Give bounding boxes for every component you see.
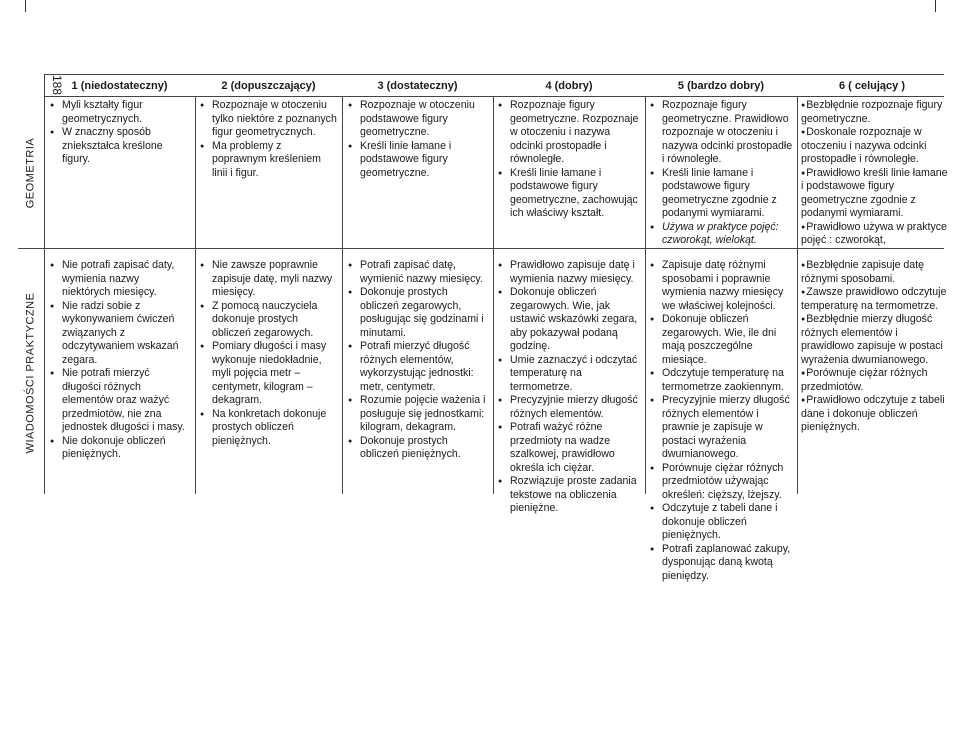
criterion-item: ● Rozpoznaje figury geometryczne. Prawidłowo rozpoznaje w otoczeniu i nazywa odcinki prostopadłe i równoległe. <box>650 99 794 167</box>
criterion-item: ● Precyzyjnie mierzy długość różnych elementów i prawnie je zapisuje w postaci wyrażenia dwumianowego. <box>650 394 794 462</box>
table-line-section <box>18 248 944 249</box>
criterion-item: ● Prawidłowo zapisuje datę i wymienia nazwy miesięcy. <box>498 259 641 286</box>
section-label: WIADOMOŚCI PRAKTYCZNE <box>24 292 36 454</box>
column-divider <box>195 96 196 494</box>
criterion-item: ●Doskonale rozpoznaje w otoczeniu i nazywa odcinki prostopadłe i równoległe. <box>801 126 927 165</box>
table-line-left <box>44 74 45 494</box>
grade-6-criteria <box>801 99 949 248</box>
criterion-item: ● Rozwiązuje proste zadania tekstowe na obliczenia pieniężne. <box>498 475 641 516</box>
column-divider <box>493 96 494 494</box>
criterion-item: ●Bezbłędnie mierzy długość różnych elementów i prawidłowo zapisuje w postaci wyrażenia dwumianowego. <box>801 313 943 366</box>
grade-5-criteria <box>650 259 794 583</box>
criterion-item: ● Nie zawsze poprawnie zapisuje datę, myli nazwy miesięcy. <box>200 259 338 300</box>
criterion-item: ●Prawidłowo odczytuje z tabeli dane i dokonuje obliczeń pieniężnych. <box>801 394 945 433</box>
column-header: 4 (dobry) <box>545 80 593 92</box>
bullet-icon: ● <box>801 316 806 323</box>
bullet-icon: ● <box>801 129 806 136</box>
grade-1-criteria <box>50 99 190 167</box>
table-line-top <box>44 74 944 75</box>
criterion-item: ● Używa w praktyce pojęć: czworokąt, wielokąt. <box>650 221 794 248</box>
criterion-item: ● Nie radzi sobie z wykonywaniem ćwiczeń związanych z odczytywaniem wskazań zegara. <box>50 300 190 368</box>
criterion-item: ● Nie potrafi mierzyć długości różnych elementów oraz ważyć przedmiotów, nie zna jednostek długości i masy. <box>50 367 190 435</box>
criterion-item: ● Rozpoznaje figury geometryczne. Rozpoznaje w otoczeniu i nazywa odcinki prostopadłe i równoległe. <box>498 99 641 167</box>
criterion-item: ● Ma problemy z poprawnym kreśleniem linii i figur. <box>200 140 338 181</box>
criterion-item: ● Z pomocą nauczyciela dokonuje prostych obliczeń zegarowych. <box>200 300 338 341</box>
criterion-item: ●Prawidłowo kreśli linie łamane i podstawowe figury geometryczne zgodnie z podanymi wymiarami. <box>801 166 948 219</box>
bullet-icon: ● <box>801 289 806 296</box>
bullet-icon: ● <box>801 262 806 269</box>
page-number: 188 <box>50 74 64 96</box>
column-header: 3 (dostateczny) <box>377 80 458 92</box>
column-header: 1 (niedostateczny) <box>71 80 168 92</box>
bullet-icon: ● <box>801 223 806 231</box>
column-header: 5 (bardzo dobry) <box>677 80 765 92</box>
grade-3-criteria <box>348 259 489 462</box>
criterion-item: ● Potrafi ważyć różne przedmioty na wadze szalkowej, prawidłowo określa ich ciężar. <box>498 421 641 475</box>
criterion-item: ● Nie dokonuje obliczeń pieniężnych. <box>50 435 190 462</box>
criterion-item: ● Nie potrafi zapisać daty, wymienia nazwy niektórych miesięcy. <box>50 259 190 300</box>
criterion-item: ● Potrafi zaplanować zakupy, dysponując daną kwotą pieniędzy. <box>650 543 794 584</box>
grade-4-criteria <box>498 99 641 221</box>
criterion-item: ●Bezbłędnie zapisuje datę różnymi sposobami. <box>801 259 925 285</box>
criterion-item: ● Odczytuje temperaturę na termometrze zaokiennym. <box>650 367 794 394</box>
criterion-item: ● Rozpoznaje w otoczeniu podstawowe figury geometryczne. <box>348 99 489 140</box>
bullet-icon: ● <box>801 370 806 377</box>
criterion-item: ● Dokonuje obliczeń zegarowych. Wie, ile dni mają poszczególne miesiące. <box>650 313 794 367</box>
column-header: 6 ( celujący ) <box>838 80 906 92</box>
column-divider <box>342 96 343 494</box>
criterion-item: ● Kreśli linie łamane i podstawowe figury geometryczne zgodnie z podanymi wymiarami. <box>650 167 794 221</box>
criterion-item: ●Zawsze prawidłowo odczytuje temperaturę na termometrze. <box>801 286 947 312</box>
grade-2-criteria <box>200 99 338 180</box>
criterion-item: ●Bezbłędnie rozpoznaje figury geometryczne. <box>801 99 943 125</box>
criterion-item: ●Porównuje ciężar różnych przedmiotów. <box>801 367 928 393</box>
criterion-item: ● Dokonuje obliczeń zegarowych. Wie, jak ustawić wskazówki zegara, aby pokazywał podaną godzinę. <box>498 286 641 354</box>
grade-4-criteria <box>498 259 641 516</box>
criterion-item: ● Na konkretach dokonuje prostych obliczeń pieniężnych. <box>200 408 338 449</box>
criterion-item: ● W znaczny sposób zniekształca kreślone figury. <box>50 126 190 167</box>
criterion-item: ● Rozpoznaje w otoczeniu tylko niektóre z poznanych figur geometrycznych. <box>200 99 338 140</box>
criterion-item: ● Myli kształty figur geometrycznych. <box>50 99 190 126</box>
criterion-item: ● Dokonuje prostych obliczeń zegarowych, posługując się godzinami i minutami. <box>348 286 489 340</box>
table-line-header <box>44 96 944 97</box>
grade-6-criteria <box>801 259 949 435</box>
bullet-icon: ● <box>801 397 806 404</box>
grade-5-criteria <box>650 99 794 248</box>
criterion-item: ● Porównuje ciężar różnych przedmiotów używając określeń: cięższy, lżejszy. <box>650 462 794 503</box>
criterion-item: ●Prawidłowo używa w praktyce pojęć : czworokąt, <box>801 220 947 246</box>
grade-1-criteria <box>50 259 190 462</box>
criterion-item: ● Rozumie pojęcie ważenia i posługuje się jednostkami: kilogram, dekagram. <box>348 394 489 435</box>
criterion-item: ● Potrafi zapisać datę, wymienić nazwy miesięcy. <box>348 259 489 286</box>
column-divider <box>797 96 798 494</box>
bullet-icon: ● <box>801 102 806 109</box>
criterion-item: ● Odczytuje z tabeli dane i dokonuje obliczeń pieniężnych. <box>650 502 794 543</box>
grade-3-criteria <box>348 99 489 180</box>
criterion-item: ● Pomiary długości i masy wykonuje niedokładnie, myli pojęcia metr – centymetr, kilogram – dekagram. <box>200 340 338 408</box>
criterion-item: ● Dokonuje prostych obliczeń pieniężnych. <box>348 435 489 462</box>
criterion-item: ● Kreśli linie łamane i podstawowe figury geometryczne. <box>348 140 489 181</box>
column-header: 2 (dopuszczający) <box>221 80 316 92</box>
criterion-item: ● Kreśli linie łamane i podstawowe figury geometryczne, zachowując ich właściwy kształt. <box>498 167 641 221</box>
column-divider <box>645 96 646 494</box>
section-label: GEOMETRIA <box>24 137 37 209</box>
bullet-icon: ● <box>801 169 806 177</box>
criterion-item: ● Potrafi mierzyć długość różnych elementów, wykorzystując jednostki: metr, centymetr. <box>348 340 489 394</box>
criterion-item: ● Zapisuje datę różnymi sposobami i poprawnie wymienia nazwy miesięcy we właściwej kolejności. <box>650 259 794 313</box>
criterion-item: ● Precyzyjnie mierzy długość różnych elementów. <box>498 394 641 421</box>
criterion-item: ● Umie zaznaczyć i odczytać temperaturę na termometrze. <box>498 354 641 395</box>
grade-2-criteria <box>200 259 338 448</box>
